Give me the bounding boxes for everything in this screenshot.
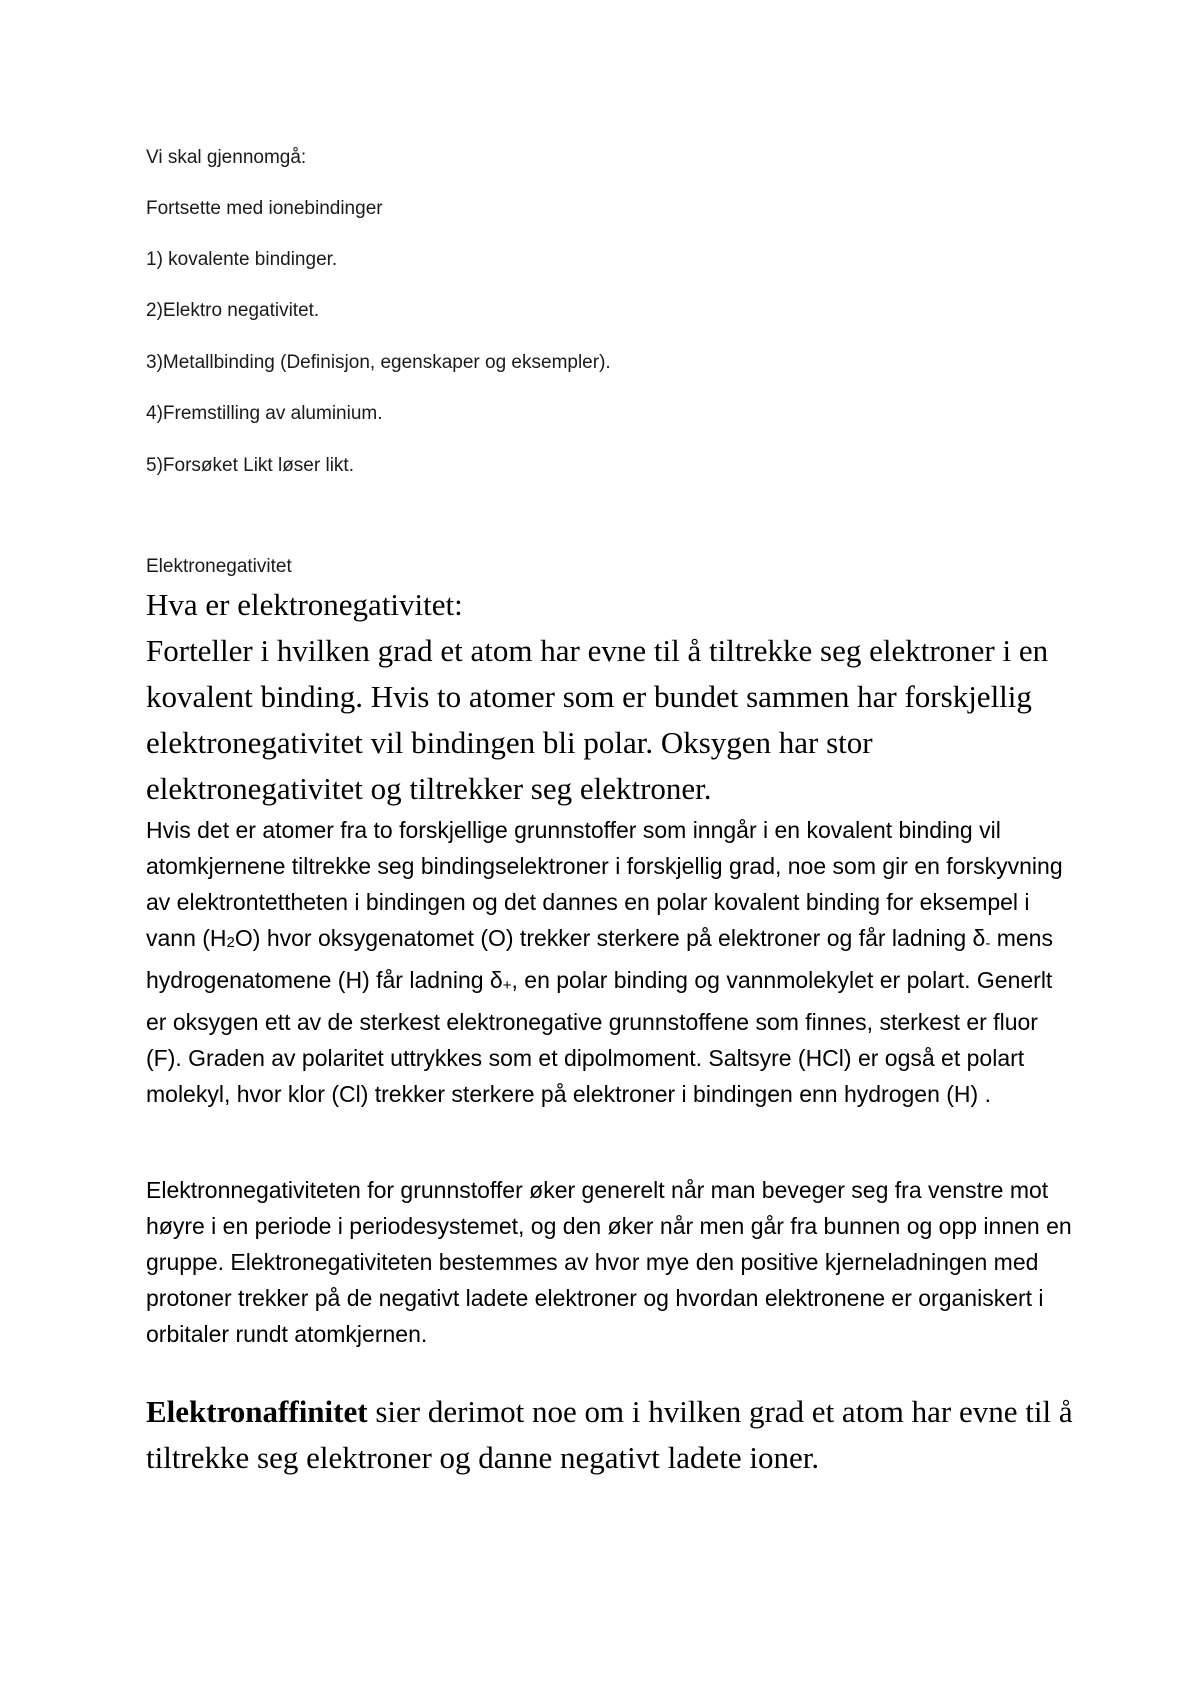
polarity-text-1: Hvis det er atomer fra to forskjellige grunnstoffer som inngår i en kovalent binding vil atomkjernene tiltrekke seg bindingselektroner i forskjellig grad, noe som gir en forskyvning av elektrontettheten i bindingen og det dannes en polar kovalent binding for eksempel i vann (H — [146, 817, 1063, 951]
answer-paragraph: Forteller i hvilken grad et atom har evne til å tiltrekke seg elektroner i en kovalent binding. Hvis to atomer som er bundet sammen har forskjellig elektronegativitet vil bindingen bli polar. Oksygen har stor elektronegativitet og tiltrekker seg elektroner. — [146, 633, 1049, 806]
agenda-item: Fortsette med ionebindinger — [146, 198, 383, 219]
agenda-item: 2)Elektro negativitet. — [146, 300, 320, 321]
polarity-text-2: O) hvor oksygenatomet (O) trekker sterkere på elektroner og får ladning δ — [234, 925, 986, 951]
subscript-2: 2 — [226, 934, 235, 951]
delta-minus-subscript: - — [985, 935, 991, 952]
periodic-trend-paragraph: Elektronnegativiteten for grunnstoffer øker generelt når man beveger seg fra venstre mot høyre i en periode i periodesystemet, og den øker når men går fra bunnen og opp innen en gruppe. Elektronegativiteten bestemmes av hvor mye den positive kjerneladningen med protoner trekker på de negativt ladete elektroner og hvordan elektronene er organiskert i orbitaler rundt atomkjernen. — [146, 1177, 1072, 1347]
polarity-paragraph — [146, 812, 1076, 1112]
intro-line: Vi skal gjennomgå: — [146, 147, 307, 168]
polarity-text-4: , en polar binding og vannmolekylet er polart. Generlt er oksygen ett av de sterkest elektronegative grunnstoffene som finnes, sterkest er fluor (F). Graden av polaritet uttrykkes som et dipolmoment. Saltsyre (HCl) er også et polart molekyl, hvor klor (Cl) trekker sterkere på elektroner i bindingen enn hydrogen (H) . — [146, 967, 1053, 1107]
affinity-term: Elektronaffinitet — [146, 1394, 368, 1429]
agenda-item: 4)Fremstilling av aluminium. — [146, 403, 383, 424]
agenda-item: 3)Metallbinding (Definisjon, egenskaper og eksempler). — [146, 352, 611, 373]
agenda-item: 5)Forsøket Likt løser likt. — [146, 455, 354, 476]
section-title: Elektronegativitet — [146, 556, 292, 577]
affinity-text: sier derimot noe om i hvilken grad et atom har evne til å tiltrekke seg elektroner og danne negativt ladete ioner. — [146, 1394, 1073, 1475]
affinity-paragraph — [146, 1389, 1076, 1481]
question-heading: Hva er elektronegativitet: — [146, 587, 463, 622]
agenda-item: 1) kovalente bindinger. — [146, 249, 338, 270]
delta-plus-subscript: + — [502, 977, 512, 994]
polarity-text-3: mens hydrogenatomene (H) får ladning δ — [146, 925, 1053, 993]
